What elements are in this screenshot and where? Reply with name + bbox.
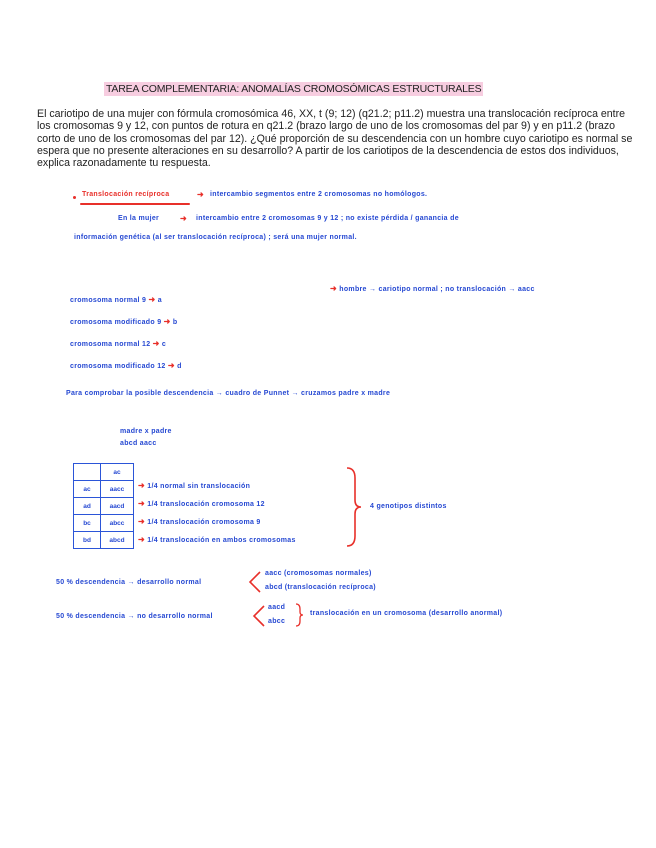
chromosome-label: cromosoma modificado 12 — [70, 363, 166, 370]
chromosome-item — [70, 361, 182, 370]
note-male — [330, 284, 535, 293]
table-cell: abcc — [101, 515, 134, 532]
arrow-icon: ➜ — [330, 284, 338, 293]
curly-brace — [343, 466, 363, 548]
table-cell: aacd — [101, 498, 134, 515]
angle-bracket — [252, 604, 266, 628]
result-abnormal-note: translocación en un cromosoma (desarrollo anormal) — [310, 610, 503, 617]
table-row-desc — [138, 499, 265, 508]
chromosome-label: cromosoma normal 9 — [70, 297, 147, 304]
note-translocation-term: Translocación recíproca — [82, 191, 170, 198]
note-woman-text-2: información genética (al ser translocación recíproca) ; será una mujer normal. — [74, 234, 357, 241]
row-desc-text: 1/4 translocación en ambos cromosomas — [147, 537, 296, 544]
row-desc-text: 1/4 normal sin translocación — [147, 483, 251, 490]
underline-mark — [80, 203, 190, 205]
bullet-marker — [73, 196, 76, 199]
chromosome-label: cromosoma normal 12 — [70, 341, 151, 348]
chromosome-item — [70, 317, 178, 326]
chromosome-item — [70, 295, 162, 304]
result-normal-b: abcd (translocación recíproca) — [265, 584, 376, 591]
chromosome-symbol: b — [172, 319, 178, 326]
table-gamete: bd — [74, 532, 101, 549]
arrow-icon: ➜ — [138, 499, 146, 508]
table-row-desc — [138, 535, 296, 544]
arrow-icon: ➜ — [138, 481, 146, 490]
result-normal-head: 50 % descendencia → desarrollo normal — [56, 579, 202, 586]
table-cell: abcd — [101, 532, 134, 549]
row-desc-text: 1/4 translocación cromosoma 9 — [147, 519, 261, 526]
table-corner — [74, 464, 101, 481]
arrow-icon: ➜ — [148, 295, 156, 304]
row-desc-text: 1/4 translocación cromosoma 12 — [147, 501, 265, 508]
arrow-icon: ➜ — [197, 190, 205, 199]
page-title: TAREA COMPLEMENTARIA: ANOMALÍAS CROMOSÓMICAS ESTRUCTURALES — [106, 83, 482, 95]
question-text: El cariotipo de una mujer con fórmula cromosómica 46, XX, t (9; 12) (q21.2; p11.2) muestra una translocación recíproca entre los cromosomas 9 y 12, con puntos de rotura en q21.2 (brazo largo de uno de los cromosomas del par 9) y en p11.2 (brazo corto de uno de los cromosomas del par 12). ¿Qué proporción de su descendencia con un hombre cuyo cariotipo es normal se espera que no presente alteraciones en su desarrollo? A partir de los cariotipos de la descendencia de estos dos individuos, explica razonadamente tu respuesta. — [37, 108, 633, 170]
chromosome-symbol: c — [161, 341, 167, 348]
note-four-genotypes: 4 genotipos distintos — [370, 503, 447, 510]
arrow-icon: ➜ — [138, 517, 146, 526]
result-abnormal-a: aacd — [268, 604, 286, 611]
note-woman-head: En la mujer — [118, 215, 160, 222]
note-punnett-intro: Para comprobar la posible descendencia → cuadro de Punnet → cruzamos padre x madre — [66, 390, 391, 397]
result-abnormal-b: abcc — [268, 618, 286, 625]
cross-bottom: abcd aacc — [120, 440, 157, 447]
result-normal-a: aacc (cromosomas normales) — [265, 570, 372, 577]
chromosome-symbol: a — [157, 297, 162, 304]
table-gamete: ac — [74, 481, 101, 498]
chromosome-label: cromosoma modificado 9 — [70, 319, 162, 326]
table-row-desc — [138, 481, 250, 490]
curly-brace-small — [294, 602, 304, 628]
note-woman-text: intercambio entre 2 cromosomas 9 y 12 ; no existe pérdida / ganancia de — [196, 215, 459, 222]
table-header: ac — [101, 464, 134, 481]
table-row-desc — [138, 517, 261, 526]
punnett-table — [73, 463, 134, 549]
chromosome-symbol: d — [177, 363, 182, 370]
arrow-icon: ➜ — [138, 535, 146, 544]
note-translocation-def: intercambio segmentos entre 2 cromosomas no homólogos. — [210, 191, 428, 198]
angle-bracket — [248, 570, 262, 594]
arrow-icon: ➜ — [163, 317, 171, 326]
table-gamete: bc — [74, 515, 101, 532]
arrow-icon: ➜ — [180, 214, 188, 223]
table-cell: aacc — [101, 481, 134, 498]
arrow-icon: ➜ — [167, 361, 175, 370]
chromosome-item — [70, 339, 166, 348]
cross-top: madre x padre — [120, 428, 172, 435]
arrow-icon: ➜ — [152, 339, 160, 348]
result-abnormal-head: 50 % descendencia → no desarrollo normal — [56, 613, 213, 620]
table-gamete: ad — [74, 498, 101, 515]
note-male-text: hombre → cariotipo normal ; no translocación → aacc — [339, 286, 535, 293]
